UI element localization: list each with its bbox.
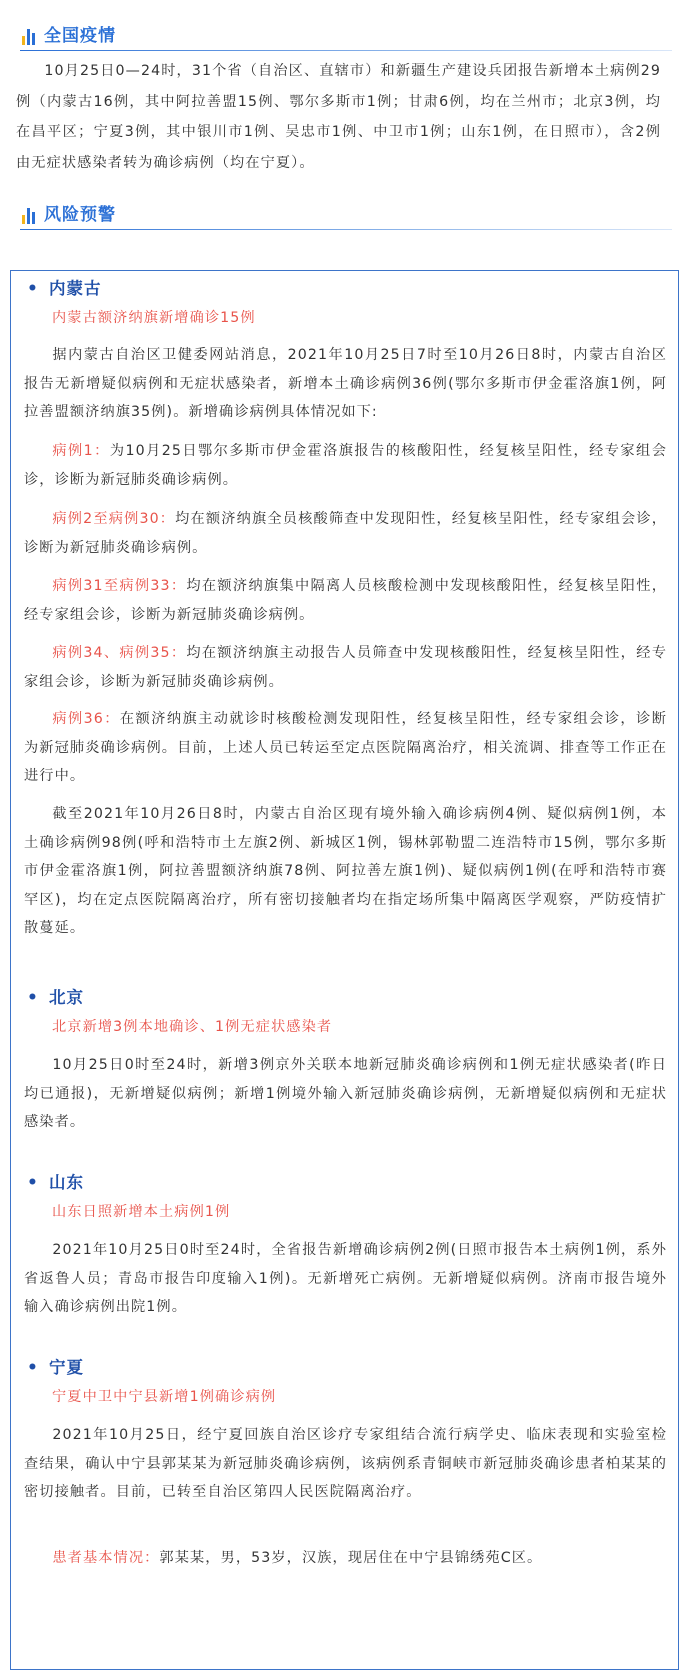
case-label: 病例36： — [52, 711, 120, 727]
case-label: 病例34、病例35： — [52, 645, 187, 661]
section-title: 全国疫情 — [44, 26, 116, 46]
region-name: 北京 — [49, 988, 84, 1007]
case-text: 为10月25日鄂尔多斯市伊金霍洛旗报告的核酸阳性，经复核呈阳性，经专家组会诊，诊断为新冠肺炎确诊病例。 — [24, 443, 667, 488]
case-paragraph — [24, 705, 667, 791]
region-paragraph: 10月25日0时至24时，新增3例京外关联本地新冠肺炎确诊病例和1例无症状感染者(昨日均已通报)，无新增疑似病例；新增1例境外输入新冠肺炎确诊病例，无新增疑似病例和无症状感染者。 — [24, 1057, 667, 1130]
case-text: 均在额济纳旗集中隔离人员核酸检测中发现核酸阳性，经复核呈阳性，经专家组会诊，诊断为新冠肺炎确诊病例。 — [24, 578, 667, 623]
bullet-icon: • — [27, 1358, 38, 1378]
region-paragraph: 2021年10月25日0时至24时，全省报告新增确诊病例2例(日照市报告本土病例1例，系外省返鲁人员；青岛市报告印度输入1例)。无新增死亡病例。无新增疑似病例。济南市报告境外输入确诊病例出院1例。 — [24, 1242, 667, 1315]
case-paragraph — [24, 437, 667, 494]
bar-chart-icon — [22, 27, 40, 45]
case-paragraph — [24, 505, 667, 562]
section-header-risk — [20, 203, 672, 231]
case-paragraph — [24, 572, 667, 629]
region-name: 内蒙古 — [49, 279, 102, 298]
region-paragraph: 截至2021年10月26日8时，内蒙古自治区现有境外输入确诊病例4例、疑似病例1例，本土确诊病例98例(呼和浩特市土左旗2例、新城区1例，锡林郭勒盟二连浩特市15例，鄂尔多斯市伊金霍洛旗1例，阿拉善盟额济纳旗78例、阿拉善左旗1例)、疑似病例1例(在呼和浩特市赛罕区)，均在定点医院隔离治疗，所有密切接触者均在指定场所集中隔离医学观察，严防疫情扩散蔓延。 — [24, 806, 668, 936]
case-text: 在额济纳旗主动就诊时核酸检测发现阳性，经复核呈阳性，经专家组会诊，诊断为新冠肺炎确诊病例。目前，上述人员已转运至定点医院隔离治疗，相关流调、排查等工作正在进行中。 — [24, 711, 667, 784]
national-summary: 10月25日0—24时，31个省（自治区、直辖市）和新疆生产建设兵团报告新增本土病例29例（内蒙古16例，其中阿拉善盟15例、鄂尔多斯市1例；甘肃6例，均在兰州市；北京3例，均在昌平区；宁夏3例，其中银川市1例、吴忠市1例、中卫市1例；山东1例，在日照市），含2例由无症状感染者转为确诊病例（均在宁夏）。 — [16, 63, 661, 171]
section-divider — [20, 229, 672, 230]
section-divider — [20, 50, 672, 51]
region-paragraph: 2021年10月25日，经宁夏回族自治区诊疗专家组结合流行病学史、临床表现和实验室检查结果，确认中宁县郭某某为新冠肺炎确诊病例，该病例系青铜峡市新冠肺炎确诊患者柏某某的密切接触者。目前，已转至自治区第四人民医院隔离治疗。 — [24, 1427, 667, 1500]
section-header-national — [20, 24, 672, 52]
bullet-icon: • — [27, 988, 38, 1008]
patient-info-label: 患者基本情况： — [52, 1550, 160, 1566]
case-paragraph — [24, 639, 667, 696]
region-subtitle: 宁夏中卫中宁县新增1例确诊病例 — [52, 1389, 277, 1405]
case-text: 均在额济纳旗全员核酸筛查中发现阳性，经复核呈阳性，经专家组会诊，诊断为新冠肺炎确诊病例。 — [24, 511, 667, 556]
patient-info-text: 郭某某，男，53岁，汉族，现居住在中宁县锦绣苑C区。 — [159, 1550, 543, 1566]
region-name: 宁夏 — [49, 1358, 84, 1377]
patient-info — [24, 1544, 667, 1573]
section-title: 风险预警 — [44, 205, 116, 225]
case-label: 病例31至病例33： — [52, 578, 187, 594]
region-paragraph: 据内蒙古自治区卫健委网站消息，2021年10月25日7时至10月26日8时，内蒙古自治区报告无新增疑似病例和无症状感染者，新增本土确诊病例36例(鄂尔多斯市伊金霍洛旗1例，阿拉善盟额济纳旗35例)。新增确诊病例具体情况如下: — [24, 347, 667, 420]
region-subtitle: 山东日照新增本土病例1例 — [52, 1204, 231, 1220]
bullet-icon: • — [27, 279, 38, 299]
case-label: 病例2至病例30： — [52, 511, 176, 527]
region-name: 山东 — [49, 1173, 84, 1192]
region-subtitle: 北京新增3例本地确诊、1例无症状感染者 — [52, 1019, 333, 1035]
bar-chart-icon — [22, 206, 40, 224]
case-label: 病例1： — [52, 443, 110, 459]
region-subtitle: 内蒙古额济纳旗新增确诊15例 — [52, 310, 256, 326]
bullet-icon: • — [27, 1173, 38, 1193]
case-text: 均在额济纳旗主动报告人员筛查中发现核酸阳性，经复核呈阳性，经专家组会诊，诊断为新冠肺炎确诊病例。 — [24, 645, 667, 690]
